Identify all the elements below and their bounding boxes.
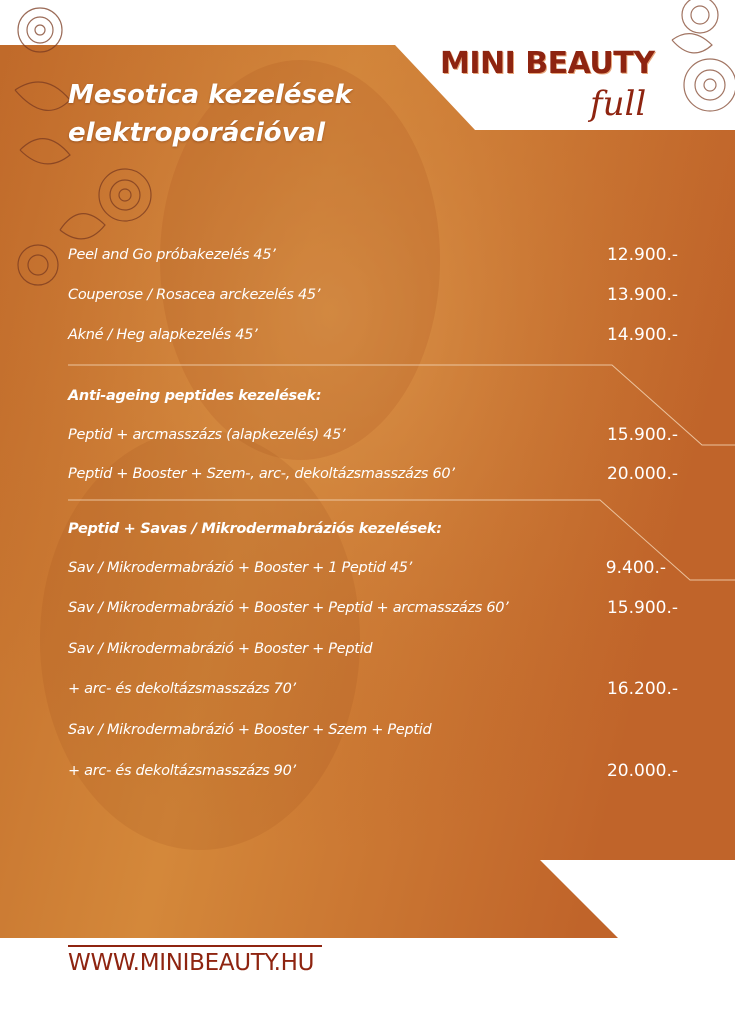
page-title-line-2: elektroporációval bbox=[68, 118, 326, 148]
section-heading: Peptid + Savas / Mikrodermabráziós kezelések: bbox=[68, 521, 442, 537]
list-item bbox=[68, 600, 678, 624]
section-heading: Anti-ageing peptides kezelések: bbox=[68, 388, 322, 404]
item-name: Peel and Go próbakezelés 45’ bbox=[68, 247, 276, 263]
item-price: 20.000.- bbox=[606, 464, 678, 484]
list-item bbox=[68, 287, 678, 311]
list-item bbox=[68, 641, 678, 665]
website-link[interactable]: WWW.MINIBEAUTY.HU bbox=[68, 950, 315, 976]
logo-sub-text: full bbox=[590, 84, 647, 124]
item-name: + arc- és dekoltázsmasszázs 90’ bbox=[68, 763, 296, 779]
page-title-line-1: Mesotica kezelések bbox=[68, 80, 352, 110]
item-name: Sav / Mikrodermabrázió + Booster + Peptid + arcmasszázs 60’ bbox=[68, 600, 509, 616]
list-item bbox=[68, 763, 678, 787]
list-item bbox=[68, 466, 678, 490]
item-price: 16.200.- bbox=[606, 679, 678, 699]
item-price: 15.900.- bbox=[606, 598, 678, 618]
rose-decoration-right bbox=[672, 0, 735, 111]
list-item bbox=[68, 247, 678, 271]
item-name: Couperose / Rosacea arckezelés 45’ bbox=[68, 287, 321, 303]
list-item bbox=[68, 327, 678, 351]
list-item bbox=[68, 722, 678, 746]
item-name: + arc- és dekoltázsmasszázs 70’ bbox=[68, 681, 296, 697]
item-price: 9.400.- bbox=[605, 558, 666, 578]
item-price: 20.000.- bbox=[606, 761, 678, 781]
list-item bbox=[68, 560, 678, 584]
item-name: Akné / Heg alapkezelés 45’ bbox=[68, 327, 258, 343]
item-price: 15.900.- bbox=[606, 425, 678, 445]
item-name: Peptid + arcmasszázs (alapkezelés) 45’ bbox=[68, 427, 346, 443]
list-item bbox=[68, 427, 678, 451]
item-name: Sav / Mikrodermabrázió + Booster + Szem + Peptid bbox=[68, 722, 432, 738]
list-item bbox=[68, 681, 678, 705]
logo-main-text: MINI BEAUTY bbox=[440, 46, 655, 81]
item-name: Sav / Mikrodermabrázió + Booster + Peptid bbox=[68, 641, 373, 657]
item-name: Sav / Mikrodermabrázió + Booster + 1 Peptid 45’ bbox=[68, 560, 412, 576]
page-title bbox=[68, 76, 352, 152]
brand-logo bbox=[440, 44, 660, 134]
item-price: 14.900.- bbox=[606, 325, 678, 345]
item-name: Peptid + Booster + Szem-, arc-, dekoltázsmasszázs 60’ bbox=[68, 466, 455, 482]
item-price: 13.900.- bbox=[606, 285, 678, 305]
website-divider bbox=[68, 945, 322, 947]
item-price: 12.900.- bbox=[606, 245, 678, 265]
